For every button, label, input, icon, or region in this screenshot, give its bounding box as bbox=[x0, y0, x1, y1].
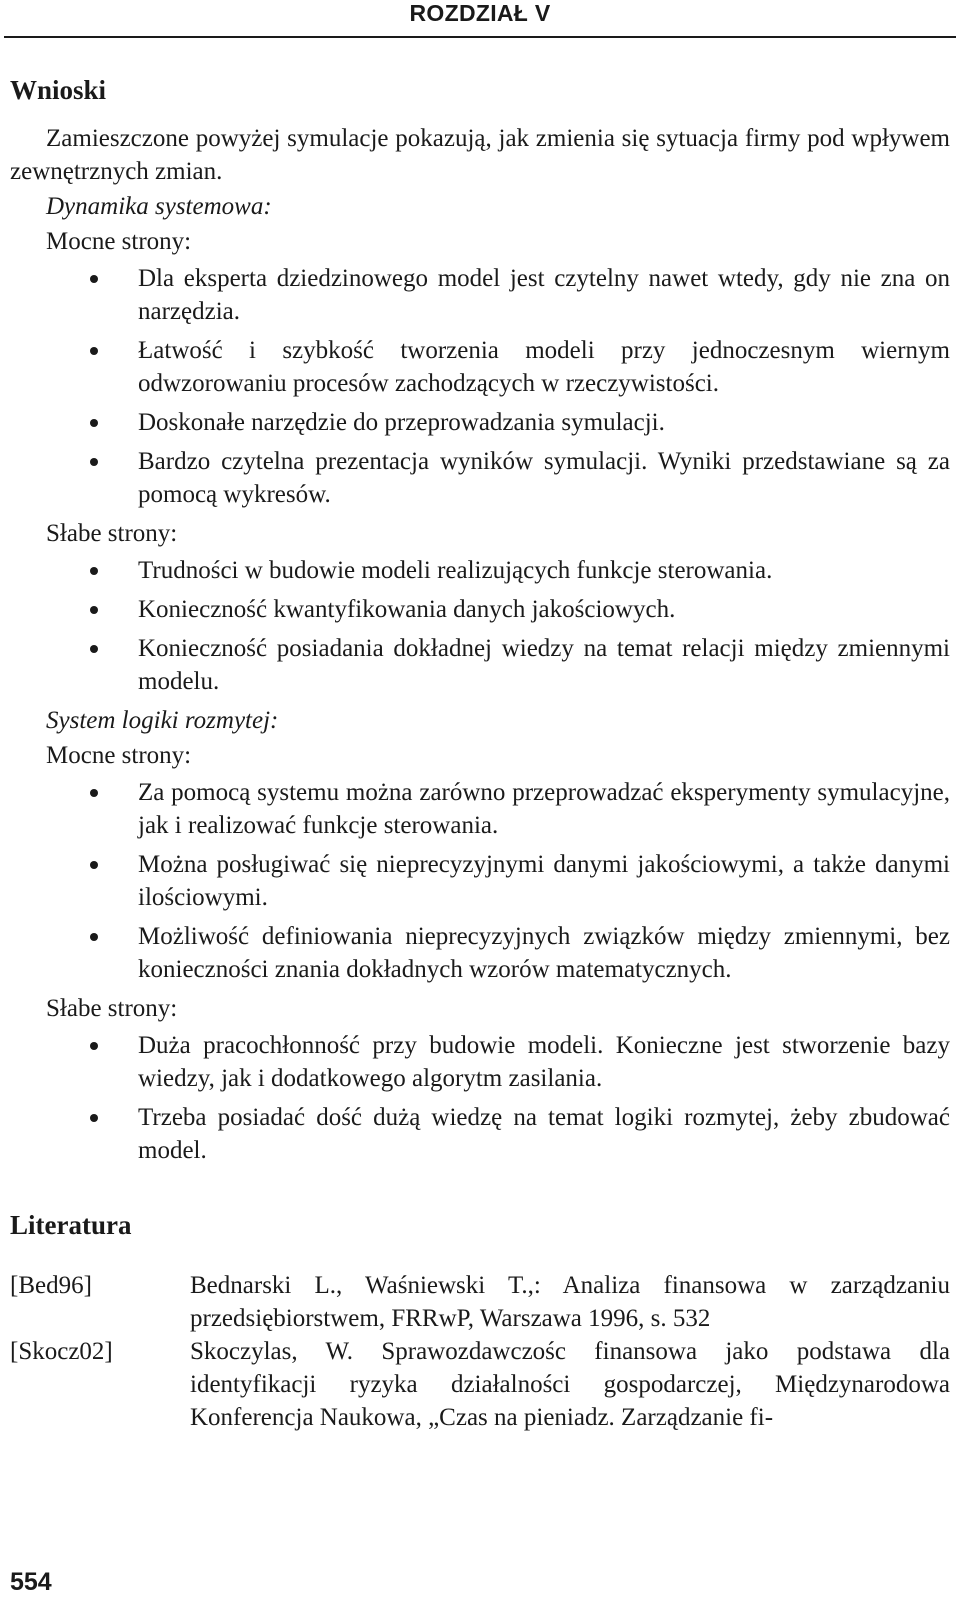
weaknesses-list bbox=[10, 1029, 954, 1167]
list-item bbox=[10, 632, 954, 698]
bullet-icon bbox=[90, 645, 98, 653]
page-number: 554 bbox=[10, 1568, 52, 1596]
list-item bbox=[10, 1029, 954, 1095]
bullet-icon bbox=[90, 606, 98, 614]
reference-text: Bednarski L., Waśniewski T.,: Analiza finansowa w zarządzaniu przedsiębiorstwem, FRRwP, Warszawa 1996, s. 532 bbox=[190, 1272, 950, 1332]
bullet-icon bbox=[90, 275, 98, 283]
list-item-text: Konieczność posiadania dokładnej wiedzy na temat relacji między zmiennymi modelu. bbox=[138, 635, 950, 695]
intro-paragraph: Zamieszczone powyżej symulacje pokazują, jak zmienia się sytuacja firmy pod wpływem zewnętrznych zmian. bbox=[10, 125, 950, 185]
system-name: System logiki rozmytej: bbox=[46, 707, 279, 734]
section-title-conclusions: Wnioski bbox=[10, 75, 107, 105]
list-item-text: Łatwość i szybkość tworzenia modeli przy jednoczesnym wiernym odwzorowaniu procesów zachodzących w rzeczywistości. bbox=[138, 337, 950, 397]
list-item bbox=[10, 445, 954, 511]
system-block-fuzzy-logic bbox=[10, 704, 954, 1167]
list-item-text: Duża pracochłonność przy budowie modeli. Konieczne jest stworzenie bazy wiedzy, jak i dodatkowego algorytm zasilania. bbox=[138, 1032, 950, 1092]
bullet-icon bbox=[90, 1042, 98, 1050]
bullet-icon bbox=[90, 861, 98, 869]
strengths-list bbox=[10, 262, 954, 511]
strengths-label: Mocne strony: bbox=[46, 228, 192, 255]
bullet-icon bbox=[90, 789, 98, 797]
strengths-list bbox=[10, 776, 954, 986]
reference-text: Skoczylas, W. Sprawozdawczośc finansowa jako podstawa dla identyfikacji ryzyka działalności gospodarczej, Międzynarodowa Konferencja Naukowa, „Czas na pieniadz. Zarządzanie fi- bbox=[190, 1338, 950, 1431]
weaknesses-list bbox=[10, 554, 954, 698]
reference-item bbox=[10, 1335, 954, 1434]
list-item-text: Doskonałe narzędzie do przeprowadzania symulacji. bbox=[138, 409, 665, 436]
weaknesses-label: Słabe strony: bbox=[46, 995, 178, 1022]
weaknesses-label: Słabe strony: bbox=[46, 520, 178, 547]
reference-item bbox=[10, 1269, 954, 1335]
system-name: Dynamika systemowa: bbox=[46, 193, 272, 220]
list-item-text: Trudności w budowie modeli realizujących funkcje sterowania. bbox=[138, 557, 773, 584]
running-header: ROZDZIAŁ V bbox=[409, 0, 551, 26]
section-title-literature: Literatura bbox=[10, 1210, 132, 1240]
list-item-text: Dla eksperta dziedzinowego model jest czytelny nawet wtedy, gdy nie zna on narzędzia. bbox=[138, 265, 950, 325]
bullet-icon bbox=[90, 933, 98, 941]
reference-key: [Bed96] bbox=[10, 1272, 92, 1299]
bullet-icon bbox=[90, 1114, 98, 1122]
system-block-dynamics bbox=[10, 190, 954, 698]
header-rule bbox=[4, 36, 956, 38]
strengths-label: Mocne strony: bbox=[46, 742, 192, 769]
list-item-text: Można posługiwać się nieprecyzyjnymi danymi jakościowymi, a także danymi ilościowymi. bbox=[138, 851, 950, 911]
reference-list bbox=[10, 1269, 954, 1434]
list-item-text: Za pomocą systemu można zarówno przeprowadzać eksperymenty symulacyjne, jak i realizować funkcje sterowania. bbox=[138, 779, 950, 839]
bullet-icon bbox=[90, 419, 98, 427]
page-content bbox=[10, 72, 954, 1434]
list-item-text: Trzeba posiadać dość dużą wiedzę na temat logiki rozmytej, żeby zbudować model. bbox=[138, 1104, 950, 1164]
list-item bbox=[10, 848, 954, 914]
list-item-text: Konieczność kwantyfikowania danych jakościowych. bbox=[138, 596, 676, 623]
list-item bbox=[10, 593, 954, 626]
list-item bbox=[10, 334, 954, 400]
bullet-icon bbox=[90, 567, 98, 575]
reference-key: [Skocz02] bbox=[10, 1338, 113, 1365]
list-item bbox=[10, 554, 954, 587]
list-item bbox=[10, 1101, 954, 1167]
list-item-text: Możliwość definiowania nieprecyzyjnych związków między zmiennymi, bez konieczności znania dokładnych wzorów matematycznych. bbox=[138, 923, 950, 983]
bullet-icon bbox=[90, 347, 98, 355]
list-item bbox=[10, 406, 954, 439]
list-item bbox=[10, 920, 954, 986]
list-item bbox=[10, 776, 954, 842]
list-item-text: Bardzo czytelna prezentacja wyników symulacji. Wyniki przedstawiane są za pomocą wykresów. bbox=[138, 448, 950, 508]
bullet-icon bbox=[90, 458, 98, 466]
list-item bbox=[10, 262, 954, 328]
